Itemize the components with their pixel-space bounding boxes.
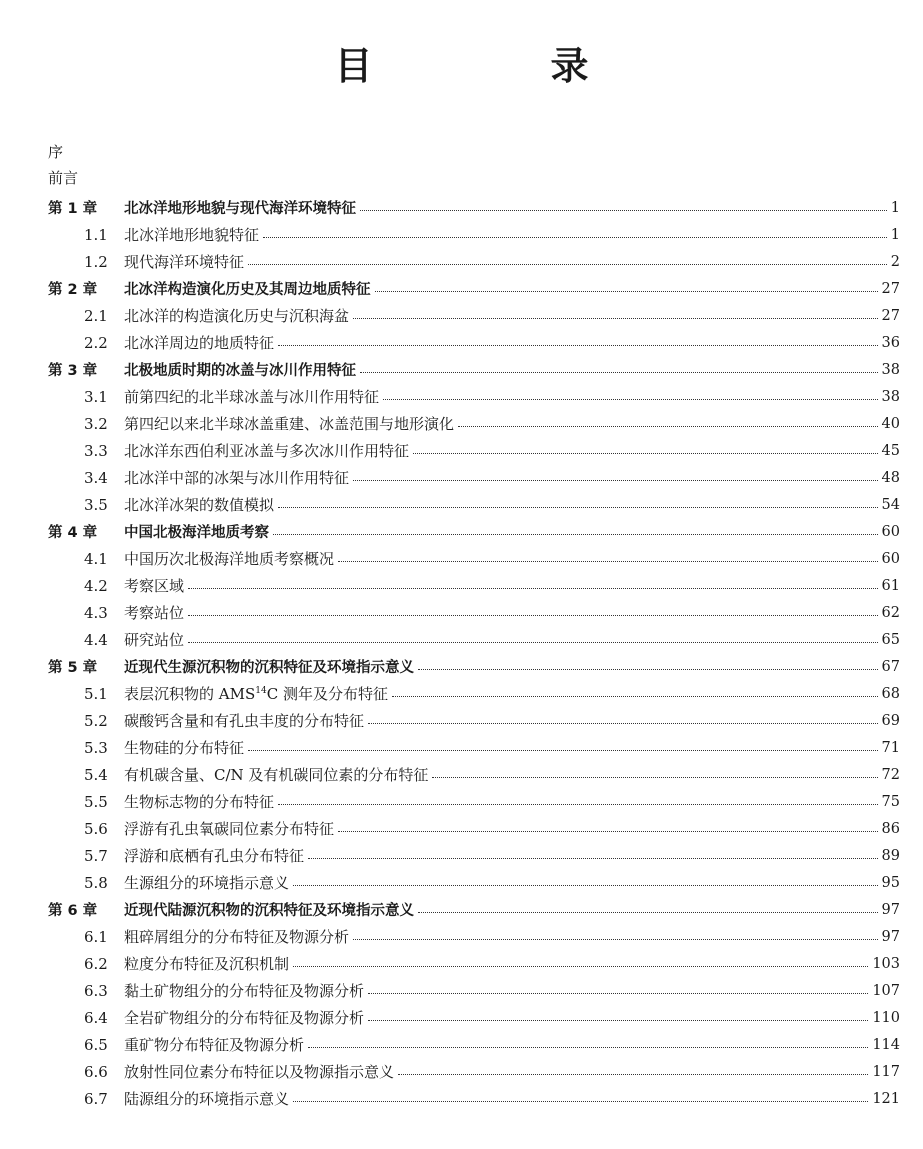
page-number: 65 xyxy=(881,631,900,648)
dot-leader xyxy=(293,966,868,967)
page-number: 110 xyxy=(872,1009,900,1026)
entry-title: 北冰洋地形地貌特征 xyxy=(124,226,260,244)
entry-number: 3.4 xyxy=(84,468,108,487)
page-number: 97 xyxy=(881,928,900,945)
page-number: 89 xyxy=(881,847,900,864)
page-number: 71 xyxy=(881,739,900,756)
entry-number: 1.1 xyxy=(84,225,108,244)
entry-title: 北冰洋周边的地质特征 xyxy=(124,334,275,352)
page-number: 61 xyxy=(881,577,900,594)
toc-section-row xyxy=(48,1004,900,1031)
entry-title: 生物标志物的分布特征 xyxy=(124,793,275,811)
dot-leader xyxy=(432,777,877,778)
entry-number: 5.7 xyxy=(84,846,108,865)
entry-title: 近现代陆源沉积物的沉积特征及环境指示意义 xyxy=(124,903,414,919)
page-number: 62 xyxy=(881,604,900,621)
dot-leader xyxy=(338,561,878,562)
page-number: 2 xyxy=(890,253,900,270)
entry-number: 第 2 章 xyxy=(48,282,98,298)
entry-title: 近现代生源沉积物的沉积特征及环境指示意义 xyxy=(124,660,414,676)
dot-leader xyxy=(368,1020,868,1021)
toc-section-row xyxy=(48,1085,900,1112)
dot-leader xyxy=(338,831,878,832)
toc-section-row xyxy=(48,869,900,896)
page-number: 67 xyxy=(881,658,900,675)
dot-leader xyxy=(375,291,878,292)
page-number: 69 xyxy=(881,712,900,729)
entry-number: 第 5 章 xyxy=(48,660,98,676)
entry-number: 3.5 xyxy=(84,495,108,514)
page-number: 1 xyxy=(890,226,900,243)
dot-leader xyxy=(360,210,887,211)
entry-title: 粒度分布特征及沉积机制 xyxy=(124,955,290,973)
page-number: 54 xyxy=(881,496,900,513)
entry-title: 中国历次北极海洋地质考察概况 xyxy=(124,550,335,568)
dot-leader xyxy=(293,1101,868,1102)
toc-chapter-row xyxy=(48,194,900,221)
toc-section-row xyxy=(48,626,900,653)
entry-number: 5.4 xyxy=(84,765,108,784)
dot-leader xyxy=(398,1074,868,1075)
entry-title-part: 表层沉积物的 AMS xyxy=(124,685,256,703)
dot-leader xyxy=(278,507,878,508)
toc-section-row xyxy=(48,572,900,599)
toc-section-row xyxy=(48,923,900,950)
dot-leader xyxy=(188,642,878,643)
dot-leader xyxy=(188,615,878,616)
toc-section-row xyxy=(48,383,900,410)
entry-title: 陆源组分的环境指示意义 xyxy=(124,1090,290,1108)
page-number: 38 xyxy=(881,388,900,405)
toc-section-row xyxy=(48,761,900,788)
entry-number: 5.2 xyxy=(84,711,108,730)
toc-section-row xyxy=(48,599,900,626)
toc-section-row xyxy=(48,977,900,1004)
dot-leader xyxy=(418,669,878,670)
toc-section-row xyxy=(48,248,900,275)
dot-leader xyxy=(368,723,878,724)
page-number: 60 xyxy=(881,550,900,567)
entry-title: 考察区域 xyxy=(124,577,185,595)
entry-title: 北极地质时期的冰盖与冰川作用特征 xyxy=(124,363,356,379)
dot-leader xyxy=(353,939,878,940)
toc-section-row xyxy=(48,437,900,464)
entry-title: 黏土矿物组分的分布特征及物源分析 xyxy=(124,982,365,1000)
entry-number: 4.1 xyxy=(84,549,108,568)
page-number: 40 xyxy=(881,415,900,432)
dot-leader xyxy=(293,885,878,886)
entry-title: 北冰洋东西伯利亚冰盖与多次冰川作用特征 xyxy=(124,442,410,460)
dot-leader xyxy=(413,453,878,454)
toc-section-row xyxy=(48,221,900,248)
foreword-entry: 前言 xyxy=(48,169,79,187)
toc-chapter-row xyxy=(48,896,900,923)
page-number: 121 xyxy=(872,1090,900,1107)
entry-number: 6.4 xyxy=(84,1008,108,1027)
dot-leader xyxy=(273,534,878,535)
toc-section-row xyxy=(48,680,900,707)
page-number: 48 xyxy=(881,469,900,486)
entry-title: 全岩矿物组分的分布特征及物源分析 xyxy=(124,1009,365,1027)
page-number: 36 xyxy=(881,334,900,351)
entry-number: 6.5 xyxy=(84,1035,108,1054)
page-number: 114 xyxy=(872,1036,900,1053)
entry-number: 3.2 xyxy=(84,414,108,433)
toc-section-row xyxy=(48,410,900,437)
entry-number: 第 4 章 xyxy=(48,525,98,541)
page-number: 103 xyxy=(872,955,900,972)
dot-leader xyxy=(308,1047,868,1048)
entry-number: 第 3 章 xyxy=(48,363,98,379)
toc-chapter-row xyxy=(48,653,900,680)
page-number: 27 xyxy=(881,307,900,324)
dot-leader xyxy=(248,750,878,751)
entry-title: 中国北极海洋地质考察 xyxy=(124,525,269,541)
page-number: 97 xyxy=(881,901,900,918)
dot-leader xyxy=(278,804,878,805)
dot-leader xyxy=(353,318,878,319)
entry-number: 5.6 xyxy=(84,819,108,838)
entry-number: 1.2 xyxy=(84,252,108,271)
page-number: 86 xyxy=(881,820,900,837)
page-number: 72 xyxy=(881,766,900,783)
entry-number: 3.1 xyxy=(84,387,108,406)
dot-leader xyxy=(360,372,878,373)
page-number: 117 xyxy=(872,1063,900,1080)
page-title: 目 录 xyxy=(334,43,659,88)
entry-title: 有机碳含量、C/N 及有机碳同位素的分布特征 xyxy=(124,766,429,784)
dot-leader xyxy=(308,858,878,859)
dot-leader xyxy=(248,264,887,265)
toc-section-row xyxy=(48,707,900,734)
dot-leader xyxy=(278,345,878,346)
entry-title: 重矿物分布特征及物源分析 xyxy=(124,1036,305,1054)
page-number: 107 xyxy=(872,982,900,999)
page-number: 38 xyxy=(881,361,900,378)
entry-title: 北冰洋中部的冰架与冰川作用特征 xyxy=(124,469,350,487)
entry-title: 浮游有孔虫氧碳同位素分布特征 xyxy=(124,820,335,838)
entry-title: 现代海洋环境特征 xyxy=(124,253,245,271)
toc-section-row xyxy=(48,788,900,815)
entry-title: 碳酸钙含量和有孔虫丰度的分布特征 xyxy=(124,712,365,730)
toc-section-row xyxy=(48,545,900,572)
entry-number: 4.4 xyxy=(84,630,108,649)
entry-title: 前第四纪的北半球冰盖与冰川作用特征 xyxy=(124,388,380,406)
entry-title: 生物硅的分布特征 xyxy=(124,739,245,757)
entry-title: 考察站位 xyxy=(124,604,185,622)
dot-leader xyxy=(353,480,878,481)
entry-title xyxy=(124,683,388,704)
entry-title: 放射性同位素分布特征以及物源指示意义 xyxy=(124,1063,395,1081)
entry-number: 5.5 xyxy=(84,792,108,811)
page-number: 95 xyxy=(881,874,900,891)
dot-leader xyxy=(458,426,878,427)
entry-title: 北冰洋冰架的数值模拟 xyxy=(124,496,275,514)
entry-number: 第 6 章 xyxy=(48,903,98,919)
toc-section-row xyxy=(48,1058,900,1085)
dot-leader xyxy=(392,696,878,697)
entry-number: 6.3 xyxy=(84,981,108,1000)
page-number: 45 xyxy=(881,442,900,459)
page-number: 68 xyxy=(881,685,900,702)
toc-section-row xyxy=(48,734,900,761)
entry-title-superscript: 14 xyxy=(255,686,267,696)
toc-chapter-row xyxy=(48,518,900,545)
page-number: 1 xyxy=(890,199,900,216)
dot-leader xyxy=(368,993,868,994)
entry-number: 4.2 xyxy=(84,576,108,595)
entry-number: 6.2 xyxy=(84,954,108,973)
dot-leader xyxy=(188,588,878,589)
entry-number: 5.3 xyxy=(84,738,108,757)
dot-leader xyxy=(383,399,878,400)
page-number: 27 xyxy=(881,280,900,297)
toc-chapter-row xyxy=(48,275,900,302)
entry-number: 5.8 xyxy=(84,873,108,892)
dot-leader xyxy=(418,912,878,913)
toc-section-row xyxy=(48,302,900,329)
entry-number: 6.1 xyxy=(84,927,108,946)
entry-number: 4.3 xyxy=(84,603,108,622)
entry-title: 粗碎屑组分的分布特征及物源分析 xyxy=(124,928,350,946)
page-number: 60 xyxy=(881,523,900,540)
entry-title: 北冰洋地形地貌与现代海洋环境特征 xyxy=(124,201,356,217)
entry-number: 第 1 章 xyxy=(48,201,98,217)
entry-title-part: C 测年及分布特征 xyxy=(266,685,388,703)
entry-title: 北冰洋的构造演化历史与沉积海盆 xyxy=(124,307,350,325)
page-number: 75 xyxy=(881,793,900,810)
toc-section-row xyxy=(48,842,900,869)
entry-title: 北冰洋构造演化历史及其周边地质特征 xyxy=(124,282,371,298)
toc-section-row xyxy=(48,329,900,356)
dot-leader xyxy=(263,237,887,238)
toc-section-row xyxy=(48,1031,900,1058)
toc-chapter-row xyxy=(48,356,900,383)
toc-section-row xyxy=(48,950,900,977)
entry-number: 3.3 xyxy=(84,441,108,460)
entry-title: 第四纪以来北半球冰盖重建、冰盖范围与地形演化 xyxy=(124,415,455,433)
toc-section-row xyxy=(48,464,900,491)
entry-number: 6.6 xyxy=(84,1062,108,1081)
entry-number: 5.1 xyxy=(84,684,108,703)
entry-title: 浮游和底栖有孔虫分布特征 xyxy=(124,847,305,865)
entry-number: 6.7 xyxy=(84,1089,108,1108)
entry-title: 生源组分的环境指示意义 xyxy=(124,874,290,892)
entry-number: 2.1 xyxy=(84,306,108,325)
preface-entry: 序 xyxy=(48,143,64,161)
entry-number: 2.2 xyxy=(84,333,108,352)
entry-title: 研究站位 xyxy=(124,631,185,649)
toc-section-row xyxy=(48,491,900,518)
table-of-contents xyxy=(48,194,900,1112)
toc-section-row xyxy=(48,815,900,842)
